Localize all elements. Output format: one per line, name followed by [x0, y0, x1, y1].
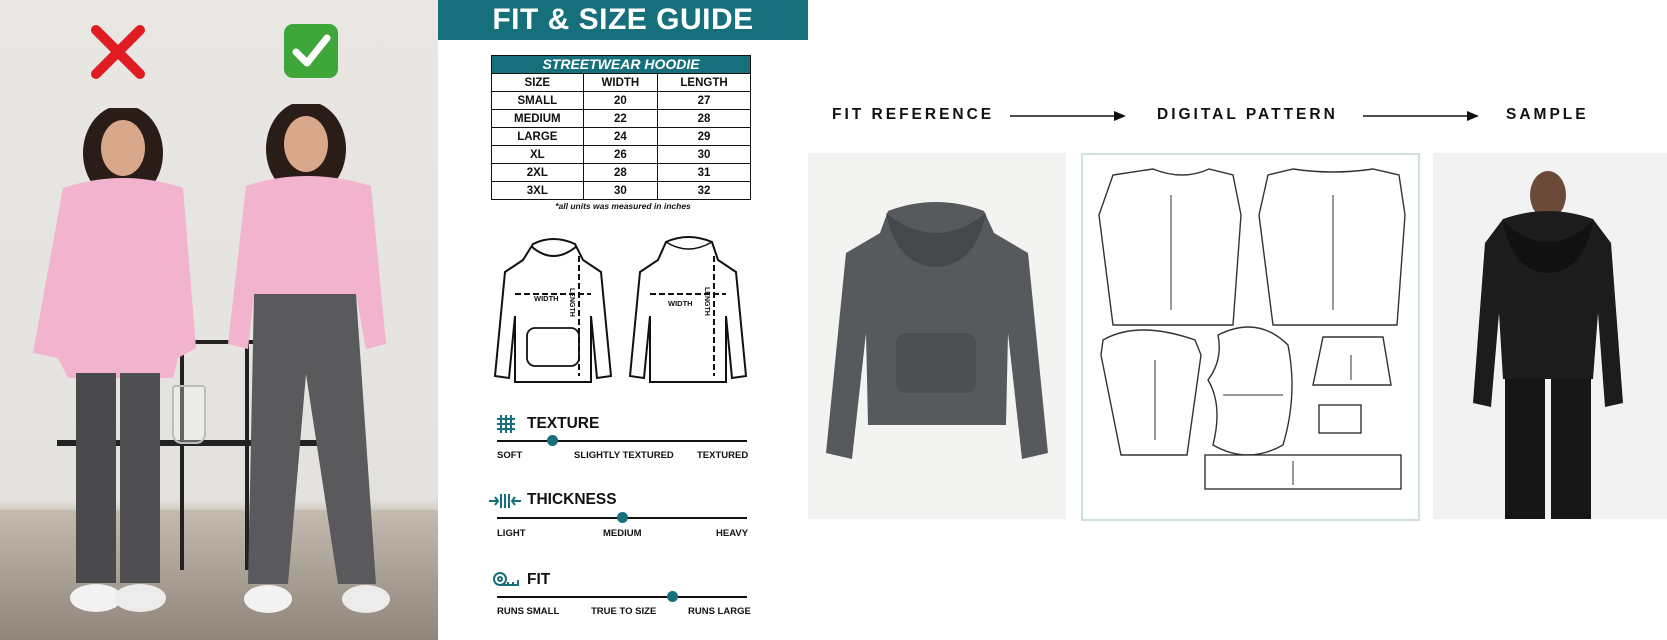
- texture-label-high: TEXTURED: [697, 450, 749, 461]
- size-cell: SMALL: [492, 92, 584, 110]
- length-cell: 32: [658, 182, 751, 200]
- size-table-header: SIZE: [492, 74, 584, 92]
- size-table-caption: STREETWEAR HOODIE: [491, 55, 751, 73]
- size-cell: MEDIUM: [492, 110, 584, 128]
- diagram-width-label-back: WIDTH: [668, 299, 693, 308]
- arrow-right-icon: [1363, 109, 1479, 123]
- length-cell: 27: [658, 92, 751, 110]
- table-row: [492, 146, 751, 164]
- size-cell: 2XL: [492, 164, 584, 182]
- size-table-header: LENGTH: [658, 74, 751, 92]
- fit-comparison-photo: [0, 0, 438, 640]
- units-note: *all units was measured in inches: [555, 201, 691, 211]
- person-oversized-fit: [28, 108, 198, 628]
- width-cell: 30: [583, 182, 657, 200]
- texture-level-marker: [547, 435, 558, 446]
- tape-measure-icon: [492, 571, 520, 589]
- thickness-label-mid: MEDIUM: [603, 528, 642, 539]
- hoodie-front-diagram: [491, 236, 615, 390]
- table-row: [492, 92, 751, 110]
- person-true-fit: [226, 104, 406, 634]
- width-cell: 28: [583, 164, 657, 182]
- texture-label-low: SOFT: [497, 450, 523, 461]
- width-cell: 22: [583, 110, 657, 128]
- step-digital-pattern: DIGITAL PATTERN: [1157, 106, 1338, 123]
- step-sample: SAMPLE: [1506, 106, 1589, 123]
- fit-label-high: RUNS LARGE: [688, 606, 751, 617]
- thickness-scale: [497, 512, 747, 524]
- digital-pattern-image: [1081, 153, 1420, 521]
- size-cell: XL: [492, 146, 584, 164]
- fit-level-marker: [667, 591, 678, 602]
- length-cell: 29: [658, 128, 751, 146]
- texture-scale: [497, 435, 747, 447]
- texture-label-mid: SLIGHTLY TEXTURED: [574, 450, 674, 461]
- diagram-width-label: WIDTH: [534, 294, 559, 303]
- diagram-length-label: LENGTH: [568, 288, 575, 317]
- width-cell: 26: [583, 146, 657, 164]
- size-table: [491, 55, 751, 200]
- diagram-length-label-back: LENGTH: [703, 287, 710, 316]
- guide-title: FIT & SIZE GUIDE: [492, 3, 754, 36]
- thickness-icon: [489, 492, 521, 510]
- thickness-title: THICKNESS: [527, 491, 617, 508]
- width-cell: 24: [583, 128, 657, 146]
- table-row: [492, 164, 751, 182]
- size-cell: LARGE: [492, 128, 584, 146]
- length-cell: 30: [658, 146, 751, 164]
- texture-title: TEXTURE: [527, 415, 600, 432]
- fit-reference-image: [808, 153, 1066, 519]
- thickness-level-marker: [617, 512, 628, 523]
- width-cell: 20: [583, 92, 657, 110]
- wrong-fit-icon: [88, 22, 148, 82]
- sample-image: [1433, 153, 1667, 519]
- fit-size-guide: [438, 0, 808, 640]
- texture-icon: [495, 413, 517, 435]
- fit-title: FIT: [527, 571, 551, 588]
- size-cell: 3XL: [492, 182, 584, 200]
- thickness-label-high: HEAVY: [716, 528, 749, 539]
- length-cell: 31: [658, 164, 751, 182]
- fit-label-low: RUNS SMALL: [497, 606, 560, 617]
- fit-label-mid: TRUE TO SIZE: [591, 606, 657, 617]
- hoodie-back-diagram: [626, 236, 750, 390]
- correct-fit-icon: [284, 24, 338, 78]
- fit-scale: [497, 591, 747, 603]
- step-fit-reference: FIT REFERENCE: [832, 106, 995, 123]
- size-table-header: WIDTH: [583, 74, 657, 92]
- length-cell: 28: [658, 110, 751, 128]
- table-row: [492, 182, 751, 200]
- arrow-right-icon: [1010, 109, 1126, 123]
- table-row: [492, 128, 751, 146]
- thickness-label-low: LIGHT: [497, 528, 526, 539]
- table-row: [492, 110, 751, 128]
